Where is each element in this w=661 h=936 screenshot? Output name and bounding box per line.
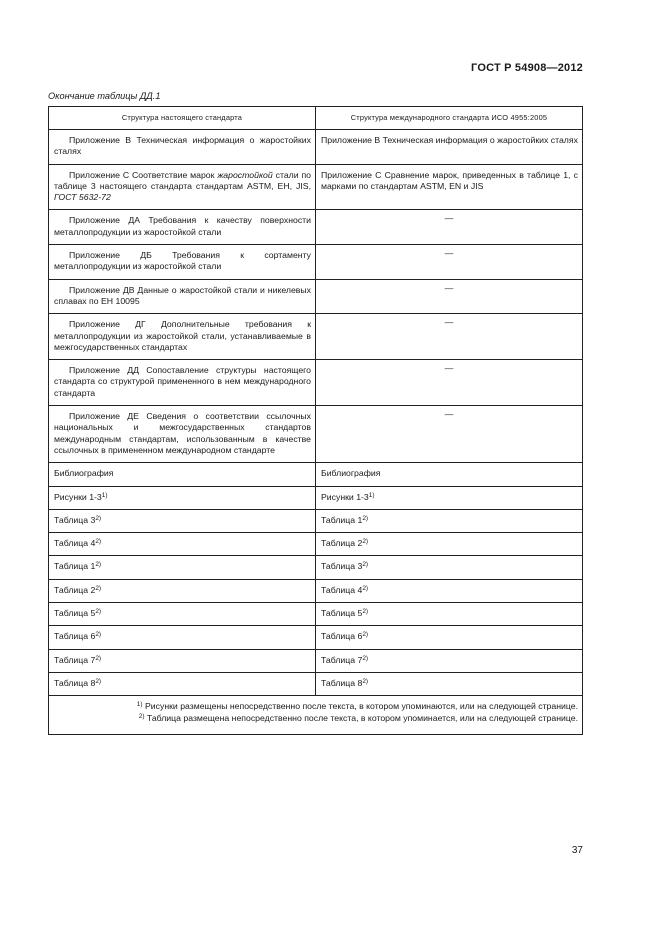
cell-text: Таблица 7 — [54, 654, 96, 665]
footnote-mark: 2) — [95, 631, 102, 639]
table-row — [49, 314, 583, 360]
footnote-mark: 2) — [362, 654, 369, 662]
cell-international: — — [316, 314, 583, 360]
cell-text: Таблица 6 — [321, 631, 363, 642]
cell-international — [316, 486, 583, 509]
cell-international — [316, 579, 583, 602]
cell-international: — — [316, 406, 583, 463]
cell-current: Приложение В Техническая информация о жаростойких сталях — [49, 130, 316, 165]
footnote-mark: 2) — [362, 631, 369, 639]
cell-current: Приложение ДВ Данные о жаростойкой стали и никелевых сплавах по ЕН 10095 — [49, 279, 316, 314]
cell-current: Приложение ДД Сопоставление структуры настоящего стандарта со структурой примененного в нем международного стандарта — [49, 360, 316, 406]
cell-text: Приложение С Соответствие марок — [69, 169, 218, 180]
cell-text: Таблица 8 — [321, 677, 363, 688]
cell-international: Приложение В Техническая информация о жаростойких сталях — [316, 130, 583, 165]
cell-text: Таблица 4 — [321, 584, 363, 595]
footnote-mark: 2) — [362, 608, 369, 616]
cell-international — [316, 626, 583, 649]
cell-text: Таблица 2 — [54, 584, 96, 595]
cell-text: Таблица 1 — [321, 514, 363, 525]
cell-text: Библиография — [54, 468, 114, 479]
footnote-text: Таблица размещена непосредственно после текста, в котором упоминается, или на следующей странице. — [144, 712, 578, 723]
column-header-international: Структура международного стандарта ИСО 4955:2005 — [316, 107, 583, 130]
footnote-mark: 2) — [362, 677, 369, 685]
footnote-mark: 2) — [362, 514, 369, 522]
cell-current — [49, 533, 316, 556]
cell-current — [49, 556, 316, 579]
cell-international — [316, 533, 583, 556]
cell-international — [316, 556, 583, 579]
cell-text: Таблица 6 — [54, 631, 96, 642]
cell-international: Приложение С Сравнение марок, приведенных в таблице 1, с марками по стандартам ASTM, EN и JIS — [316, 164, 583, 210]
table-row — [49, 210, 583, 245]
cell-text: Библиография — [321, 468, 381, 479]
table-row — [49, 463, 583, 486]
cell-international — [316, 603, 583, 626]
cell-text: Рисунки 1-3 — [321, 491, 369, 502]
cell-text: Таблица 1 — [54, 561, 96, 572]
footnote-mark: 2) — [362, 584, 369, 592]
cell-text: Таблица 2 — [321, 538, 363, 549]
cell-text: Таблица 4 — [54, 538, 96, 549]
table-row — [49, 406, 583, 463]
table-caption: Окончание таблицы ДД.1 — [48, 91, 161, 101]
footnote-mark: 2) — [362, 561, 369, 569]
column-header-current: Структура настоящего стандарта — [49, 107, 316, 130]
table-header-row — [49, 107, 583, 130]
table-row — [49, 533, 583, 556]
cell-current: Приложение ДЕ Сведения о соответствии ссылочных национальных и межгосударственных стандартов международным стандартам, использованным в качестве ссылочных в примененном международном стандарте — [49, 406, 316, 463]
footnote-mark: 2) — [95, 654, 102, 662]
table-row — [49, 279, 583, 314]
footnote-mark: 1) — [368, 491, 375, 499]
table-row — [49, 626, 583, 649]
cell-international: — — [316, 360, 583, 406]
cell-text: Таблица 8 — [54, 677, 96, 688]
footnote — [53, 713, 578, 724]
cell-international: — — [316, 279, 583, 314]
footnote-mark: 1) — [101, 491, 108, 499]
footnote-mark: 2) — [95, 608, 102, 616]
table-row — [49, 603, 583, 626]
cell-current — [49, 649, 316, 672]
cell-current — [49, 626, 316, 649]
table-row — [49, 486, 583, 509]
cell-current — [49, 164, 316, 210]
footnote-text: Рисунки размещены непосредственно после текста, в котором упоминаются, или на следующей странице. — [142, 701, 578, 712]
table-row — [49, 164, 583, 210]
footnote-mark: 2) — [95, 584, 102, 592]
table-notes — [49, 696, 583, 735]
table-notes-row — [49, 696, 583, 735]
footnote-mark: 2) — [362, 538, 369, 546]
table-row — [49, 245, 583, 280]
cell-text: Таблица 3 — [54, 514, 96, 525]
cell-text-italic: жаростойкой — [217, 169, 273, 180]
table-row — [49, 672, 583, 695]
cell-international — [316, 672, 583, 695]
footnote-mark: 1) — [136, 701, 143, 709]
footnote-mark: 2) — [95, 514, 102, 522]
table-row — [49, 556, 583, 579]
table-row — [49, 649, 583, 672]
cell-current — [49, 603, 316, 626]
table-row — [49, 509, 583, 532]
footnote-mark: 2) — [95, 677, 102, 685]
cell-current — [49, 579, 316, 602]
page-number: 37 — [571, 845, 583, 856]
cell-text: Таблица 3 — [321, 561, 363, 572]
structure-comparison-table — [48, 106, 583, 735]
footnote-mark: 2) — [138, 712, 145, 720]
cell-current — [49, 486, 316, 509]
cell-international — [316, 649, 583, 672]
table-row — [49, 130, 583, 165]
cell-international: — — [316, 245, 583, 280]
cell-text: Таблица 7 — [321, 654, 363, 665]
cell-international: — — [316, 210, 583, 245]
document-code: ГОСТ Р 54908—2012 — [471, 62, 583, 74]
footnote-mark: 2) — [95, 538, 102, 546]
cell-current: Приложение ДГ Дополнительные требования к металлопродукции из жаростойкой стали, устанавливаемые в межгосударственных стандартах — [49, 314, 316, 360]
cell-current: Приложение ДБ Требования к сортаменту металлопродукции из жаростойкой стали — [49, 245, 316, 280]
cell-text-italic: ГОСТ 5632-72 — [54, 192, 111, 203]
cell-text: Таблица 5 — [54, 608, 96, 619]
footnote-mark: 2) — [95, 561, 102, 569]
footnote — [53, 701, 578, 712]
table-row — [49, 579, 583, 602]
cell-current — [49, 463, 316, 486]
cell-text: Рисунки 1-3 — [54, 491, 102, 502]
cell-international — [316, 509, 583, 532]
table-row — [49, 360, 583, 406]
cell-text: Таблица 5 — [321, 608, 363, 619]
cell-current — [49, 509, 316, 532]
cell-current: Приложение ДА Требования к качеству поверхности металлопродукции из жаростойкой стали — [49, 210, 316, 245]
cell-current — [49, 672, 316, 695]
cell-text: стали по таблице 3 настоящего стандарта стандартам ASTM, EH, JIS, — [54, 169, 311, 191]
cell-international — [316, 463, 583, 486]
